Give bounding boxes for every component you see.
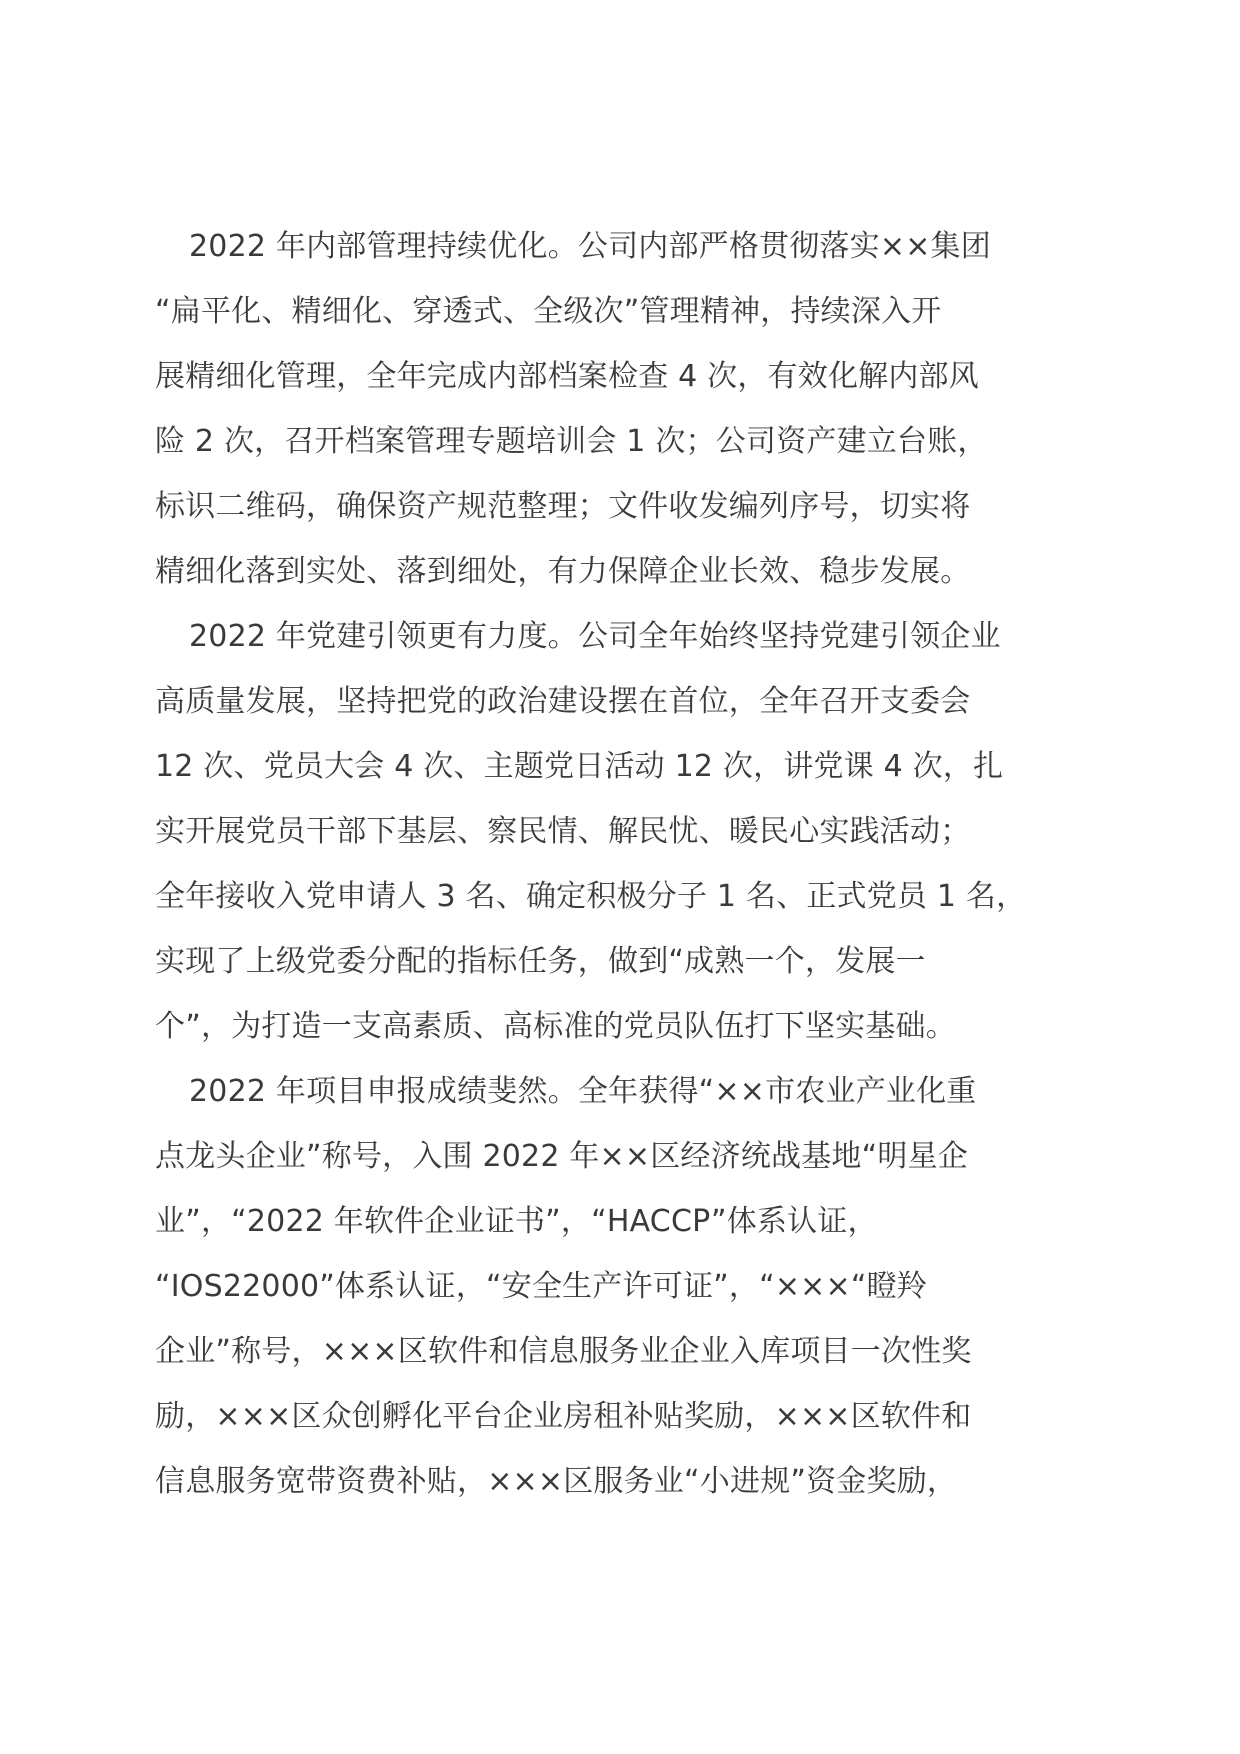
paragraph-project-application: [155, 1059, 1095, 1514]
paragraph-internal-management: [155, 214, 1095, 604]
text-line: 业”，“2022 年软件企业证书”，“HACCP”体系认证，: [155, 1204, 878, 1239]
text-line: 个”，为打造一支高素质、高标准的党员队伍打下坚实基础。: [155, 1009, 956, 1044]
paragraph-party-building: [155, 604, 1095, 1059]
text-line: 全年接收入党申请人 3 名、确定积极分子 1 名、正式党员 1 名，: [155, 879, 1027, 914]
text-line: 2022 年党建引领更有力度。公司全年始终坚持党建引领企业: [189, 619, 1001, 654]
text-line: 标识二维码，确保资产规范整理；文件收发编列序号，切实将: [155, 489, 971, 524]
text-line: 展精细化管理，全年完成内部档案检查 4 次，有效化解内部风: [155, 359, 979, 394]
text-line: 2022 年项目申报成绩斐然。全年获得“××市农业产业化重: [189, 1074, 977, 1109]
text-line: 精细化落到实处、落到细处，有力保障企业长效、稳步发展。: [155, 554, 971, 589]
text-line: 实开展党员干部下基层、察民情、解民忧、暖民心实践活动；: [155, 814, 971, 849]
text-line: 实现了上级党委分配的指标任务，做到“成熟一个，发展一: [155, 944, 926, 979]
text-line: 信息服务宽带资费补贴，×××区服务业“小进规”资金奖励，: [155, 1464, 958, 1499]
text-line: “IOS22000”体系认证，“安全生产许可证”，“×××“瞪羚: [155, 1269, 928, 1304]
text-line: 险 2 次，召开档案管理专题培训会 1 次；公司资产建立台账，: [155, 424, 988, 459]
text-line: 高质量发展，坚持把党的政治建设摆在首位，全年召开支委会: [155, 684, 971, 719]
text-line: “扁平化、精细化、穿透式、全级次”管理精神，持续深入开: [155, 294, 942, 329]
text-line: 企业”称号，×××区软件和信息服务业企业入库项目一次性奖: [155, 1334, 972, 1369]
text-line: 点龙头企业”称号，入围 2022 年××区经济统战基地“明星企: [155, 1139, 968, 1174]
body-text: [155, 214, 1095, 1514]
text-line: 励，×××区众创孵化平台企业房租补贴奖励，×××区软件和: [155, 1399, 972, 1434]
text-line: 12 次、党员大会 4 次、主题党日活动 12 次，讲党课 4 次，扎: [155, 749, 1004, 784]
text-line: 2022 年内部管理持续优化。公司内部严格贯彻落实××集团: [189, 229, 991, 264]
